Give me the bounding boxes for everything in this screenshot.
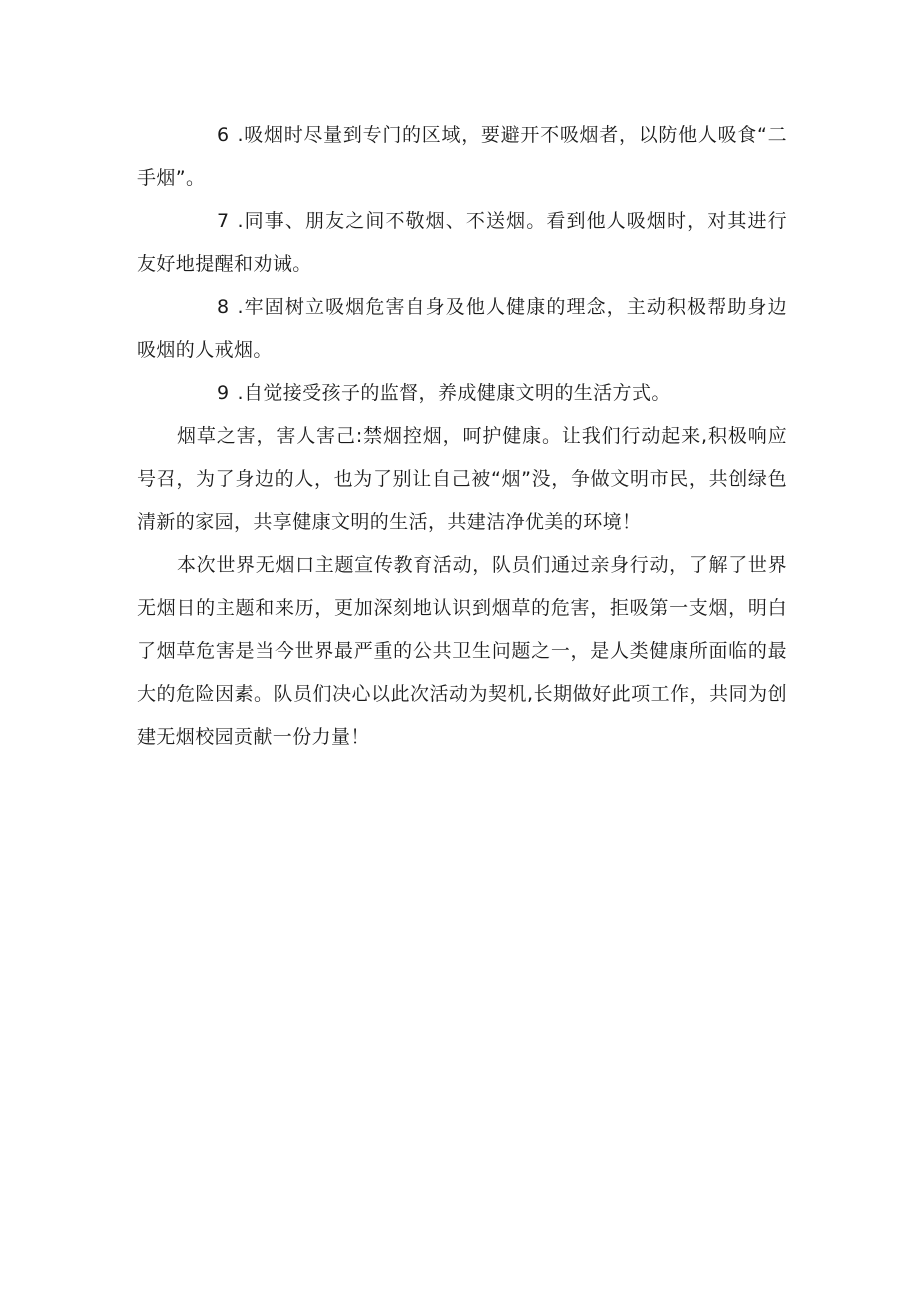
summary-paragraph: 本次世界无烟口主题宣传教育活动，队员们通过亲身行动，了解了世界无烟日的主题和来历，更加深刻地认识到烟草的危害，拒吸第一支烟，明白了烟草危害是当今世界最严重的公共卫生问题之一，是人类健康所面临的最大的危险因素。队员们决心以此次活动为契机,长期做好此项工作，共同为创建无烟校园贡献一份力量！ <box>137 554 787 748</box>
document-body <box>137 114 787 759</box>
closing-paragraph: 烟草之害，害人害己:禁烟控烟，呵护健康。让我们行动起来,积极响应号召，为了身边的人，也为了别让自己被“烟”没，争做文明市民，共创绿色清新的家园，共享健康文明的生活，共建洁净优美的环境！ <box>137 425 787 533</box>
list-item <box>137 114 787 200</box>
item-number: 9 <box>217 382 230 404</box>
item-number: 8 <box>217 296 230 318</box>
item-text: .自觉接受孩子的监督，养成健康文明的生活方式。 <box>237 382 671 404</box>
item-text: .同事、朋友之间不敬烟、不送烟。看到他人吸烟时，对其进行友好地提醒和劝诫。 <box>137 210 787 275</box>
list-item <box>137 286 787 372</box>
list-item <box>137 372 787 415</box>
item-text: .牢固树立吸烟危害自身及他人健康的理念，主动积极帮助身边吸烟的人戒烟。 <box>137 296 787 361</box>
item-number: 7 <box>217 210 230 232</box>
item-text: .吸烟时尽量到专门的区域，要避开不吸烟者，以防他人吸食“二手烟”。 <box>137 124 787 189</box>
list-item <box>137 200 787 286</box>
item-number: 6 <box>217 124 230 146</box>
